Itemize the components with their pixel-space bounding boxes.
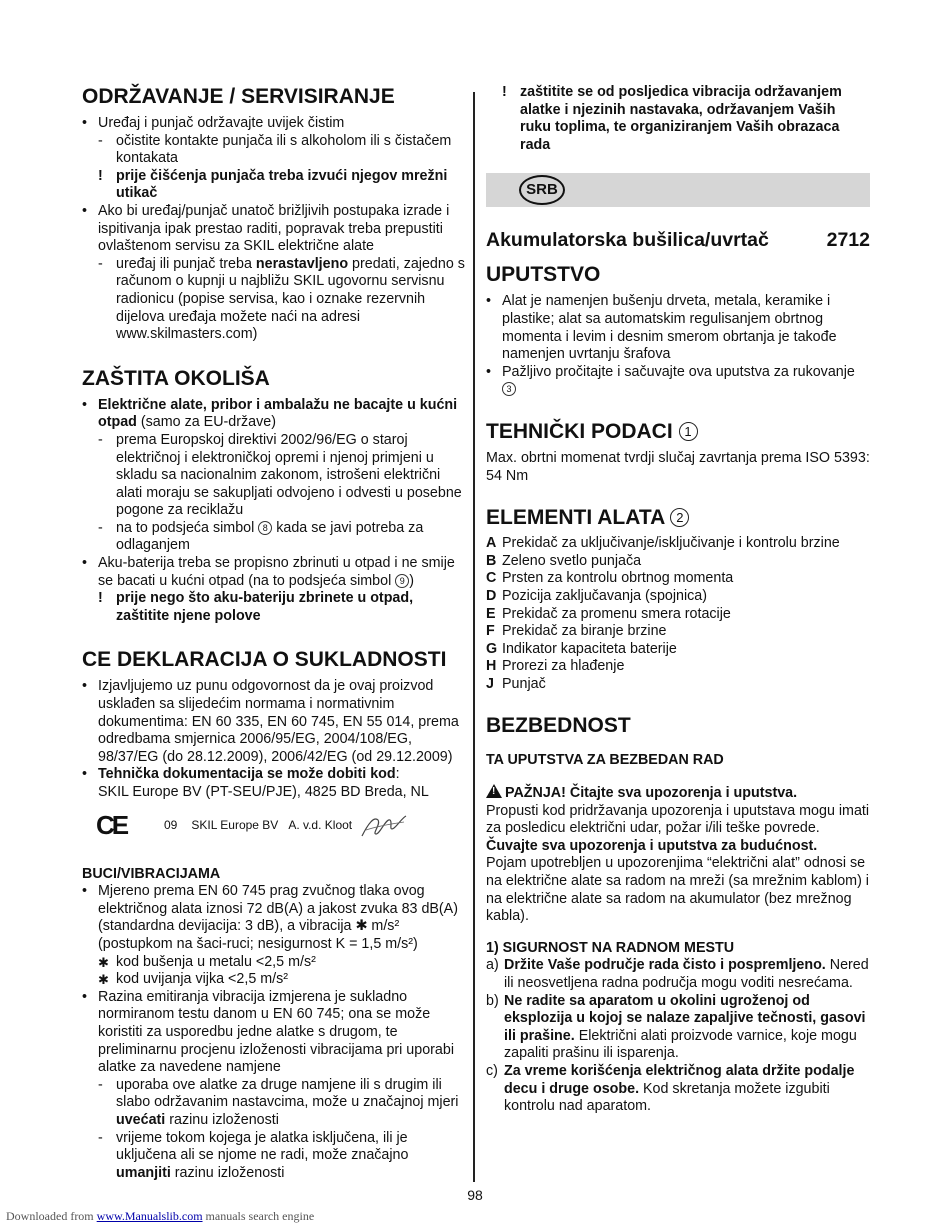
figure-ref-9: 9: [395, 574, 409, 588]
tool-element-label: Indikator kapaciteta baterije: [502, 640, 677, 657]
tool-element-letter: F: [486, 623, 495, 640]
environment-heading: ZAŠTITA OKOLIŠA: [82, 366, 270, 390]
tool-element-letter: E: [486, 605, 496, 622]
tool-element-letter: G: [486, 640, 498, 657]
language-band: [486, 173, 870, 207]
list-subitem: - prema Europskoj direktivi 2002/96/EG o staroj električnoj i elektroničkoj opremi i njenoj primjeni u skladu sa nacionalnim zakonom, istrošeni električni alati moraju se sakupljati odvojeno i odvesti u posebne pogone za reciklažu: [98, 431, 462, 519]
tool-element-label: Prekidač za uključivanje/isključivanje i kontrolu brzine: [502, 535, 840, 552]
instructions-heading: UPUTSTVO: [486, 263, 601, 287]
list-subitem: ✱ kod uvijanja vijka <2,5 m/s²: [98, 971, 289, 988]
list-subitem: ✱ kod bušenja u metalu <2,5 m/s²: [98, 953, 316, 970]
star-icon: ✱: [98, 972, 109, 988]
tool-element-letter: D: [486, 587, 497, 604]
ce-company: SKIL Europe BV: [191, 817, 279, 832]
ce-heading: CE DEKLARACIJA O SUKLADNOSTI: [82, 648, 447, 672]
tech-data-text: Max. obrtni momenat tvrdji slučaj zavrtanja prema ISO 5393: 54 Nm: [486, 449, 870, 484]
instructions-list: [486, 293, 870, 399]
list-item: • Mjereno prema EN 60 745 prag zvučnog tlaka ovog električnog alata iznosi 72 dB(A) a jakost zvuka 83 dB(A) (standardna devijacija: 3 dB), a vibracija ✱ m/s² (postupkom na šaci-ruci; nesigurnost K = 1,5 m/s²): [82, 883, 458, 952]
maintenance-list: [82, 115, 467, 344]
list-item: • Pažljivo pročitajte i sačuvajte ova uputstva za rukovanje 3: [486, 363, 855, 395]
tool-element-letter: A: [486, 535, 497, 552]
download-footer: Downloaded from www.Manualslib.com manuals search engine: [6, 1209, 315, 1223]
ce-signature-row: [82, 808, 467, 844]
list-item: • Električne alate, pribor i ambalažu ne bacajte u kućni otpad (samo za EU-države): [82, 396, 458, 431]
tool-element-label: Pozicija zaključavanja (spojnica): [502, 587, 708, 604]
list-item: • Razina emitiranja vibracija izmjerena je sukladno normiranom testu danom u EN 60 745; ona se može koristiti za usporedbu jedne alatke s drugom, te preliminarnu procjenu izloženosti vibracijama pri uporabi alatke za navedene namjene: [82, 988, 455, 1076]
manualslib-link[interactable]: www.Manualslib.com: [96, 1209, 203, 1223]
warning-item: ! prije čišćenja punjača treba izvući njegov mrežni utikač: [98, 167, 448, 202]
list-item: a) Držite Vaše područje rada čisto i pospremljeno. Nered ili neosvetljena radna područja mogu voditi nesrećama.: [486, 957, 869, 991]
figure-ref-2: 2: [670, 508, 689, 527]
tool-element-letter: C: [486, 570, 497, 587]
tool-elements-heading: ELEMENTI ALATA 2: [486, 505, 870, 530]
list-item: • Izjavljujemo uz punu odgovornost da je ovaj proizvod usklađen sa slijedećim normama i normativnim dokumentima: EN 60 335, EN 60 745, EN 55 014, prema odredbama smjernica 2006/95/EG, 2004/108/EG, 98/37/EG (do 28.12.2009), 2006/42/EG (od 29.12.2009): [82, 678, 459, 765]
tool-element-letter: H: [486, 658, 497, 675]
list-item: • Alat je namenjen bušenju drveta, metala, keramike i plastike; alat sa automatskim regulisanjem obrtnog momenta i levim i desnim smerom obrtanja je takođe namenjen uvrtanju šrafova: [486, 293, 837, 363]
tool-element-item: [486, 588, 870, 606]
signature-icon: [358, 810, 408, 842]
list-subitem: - uporaba ove alatke za druge namjene ili s drugim ili slabo održavanim nastavcima, može u značajnoj mjeri uvećati razinu izloženosti: [98, 1076, 459, 1128]
page-number: 98: [467, 1187, 483, 1203]
list-item: • Uređaj i punjač održavajte uvijek čistim: [82, 115, 345, 131]
product-name: Akumulatorska bušilica/uvrtač: [486, 229, 769, 252]
product-number: 2712: [826, 229, 870, 252]
ce-year: 09: [164, 817, 178, 832]
warning-item: ! zaštitite se od posljedica vibracija održavanjem alatke i njezinih nastavaka, održavanjem Vaših ruku toplima, te organiziranjem Vaših obrazaca rada: [502, 84, 842, 153]
ce-signer: A. v.d. Kloot: [288, 817, 353, 832]
ce-list: [82, 678, 467, 801]
warning-item: ! prije nego što aku-bateriju zbrinete u otpad, zaštitite njene polove: [98, 590, 414, 624]
list-item: c) Za vreme korišćenja električnog alata držite podalje decu i druge osobe. Kod skretanja možete izgubiti kontrolu nad aparatom.: [486, 1062, 855, 1115]
environment-list: [82, 397, 467, 626]
tool-element-label: Prekidač za biranje brzine: [502, 623, 667, 640]
safety-heading: BEZBEDNOST: [486, 714, 631, 738]
right-column: [486, 84, 870, 1116]
general-warning: ! PAŽNJA! Čitajte sva upozorenja i uputstva. Propusti kod pridržavanja upozorenja i uputstava mogu imati za posledicu električni udar, požar i/ili teške povrede. Čuvajte sva upozorenja i uputstva za budućnost. Pojam upotrebljen u upozorenjima “električni alat” odnosi se na električne alate sa radom na mreži (sa mrežnim kablom) i na električne alate sa radom na akumulator (bez mrežnog kabla).: [486, 785, 870, 925]
warning-triangle-icon: !: [486, 784, 502, 798]
language-badge: SRB: [519, 175, 565, 205]
left-column: [82, 84, 467, 1182]
tool-elements-list: [486, 535, 870, 693]
list-item: b) Ne radite sa aparatom u okolini ugroženoj od eksplozija u kojoj se nalaze zapaljive tečnosti, gasovi ili prašine. Električni alati proizvode varnice, koje mogu zapaliti prašinu ili isparenja.: [486, 992, 866, 1062]
tool-element-label: Prekidač za promenu smera rotacije: [502, 605, 731, 622]
tool-element-label: Zeleno svetlo punjača: [502, 552, 642, 569]
tool-element-item: [486, 641, 870, 659]
tool-element-item: [486, 535, 870, 553]
tool-element-letter: J: [486, 675, 494, 692]
ce-mark-logo: CE: [96, 809, 127, 840]
list-subitem: - na to podsjeća simbol 8 kada se javi potreba za odlaganjem: [98, 519, 424, 554]
tool-element-item: [486, 623, 870, 641]
tool-element-label: Prorezi za hlađenje: [502, 658, 625, 675]
tool-element-label: Prsten za kontrolu obrtnog momenta: [502, 570, 734, 587]
tool-element-letter: B: [486, 552, 497, 569]
maintenance-heading: ODRŽAVANJE / SERVISIRANJE: [82, 85, 395, 108]
tool-element-item: [486, 553, 870, 571]
tech-data-heading: TEHNIČKI PODACI 1: [486, 419, 870, 444]
noise-list: [82, 883, 467, 1182]
list-subitem: - vrijeme tokom kojega je alatka isključena, ili je uključena ali se njome ne radi, može značajno umanjiti razinu izloženosti: [98, 1129, 409, 1181]
workplace-safety-list: [486, 957, 870, 1115]
list-item: • Ako bi uređaj/punjač unatoč brižljivih postupaka izrade i ispitivanja ipak prestao raditi, popravak treba prepustiti ovlaštenom servisu za SKIL električne alate: [82, 202, 450, 255]
star-icon: ✱: [98, 954, 109, 970]
list-subitem: - uređaj ili punjač treba nerastavljeno predati, zajedno s računom o kupnji u najbližu SKIL ugovornu servisnu radionicu (popise servisa, kao i oznake rezervnih dijelova uređaja možete naći na adresi www.skilmasters.com): [98, 255, 465, 343]
figure-ref-3: 3: [502, 382, 516, 396]
figure-ref-1: 1: [679, 422, 698, 441]
tool-element-item: [486, 570, 870, 588]
workplace-safety-heading: 1) SIGURNOST NA RADNOM MESTU: [486, 939, 735, 956]
safety-subheading: TA UPUTSTVA ZA BEZBEDAN RAD: [486, 752, 724, 769]
list-item: • Tehnička dokumentacija se može dobiti kod: SKIL Europe BV (PT-SEU/PJE), 4825 BD Breda, NL: [82, 766, 429, 800]
product-title-row: [486, 228, 870, 252]
list-item: • Aku-baterija treba se propisno zbrinuti u otpad i ne smije se bacati u kućni otpad (na to podsjeća simbol 9 ): [82, 555, 455, 589]
tool-element-label: Punjač: [502, 675, 546, 692]
tool-element-item: [486, 676, 870, 694]
figure-ref-8: 8: [258, 521, 272, 535]
tool-element-item: [486, 606, 870, 624]
column-divider: [473, 92, 475, 1182]
noise-heading: BUCI/VIBRACIJAMA: [82, 865, 221, 882]
list-subitem: - očistite kontakte punjača ili s alkoholom ili s čistačem kontakata: [98, 132, 452, 167]
tool-element-item: [486, 658, 870, 676]
